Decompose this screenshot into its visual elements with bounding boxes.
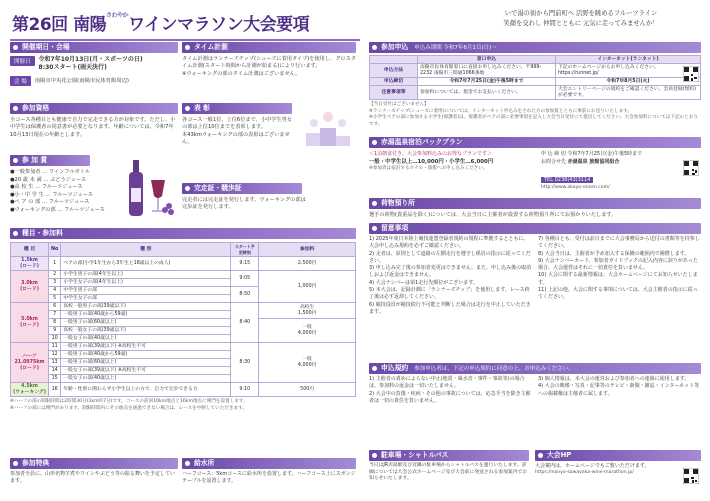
fee-cell: 高校生 1,500円 [259, 303, 356, 319]
apply-deadline: 令和7年7月25日(金)午後5時まで [567, 151, 643, 157]
contact-name: 赤湯温泉 旅館協同組合 [567, 159, 620, 165]
section-events [10, 228, 356, 412]
shuttle-text: 当日はJR赤湯駅及び近隣の駐車場からシャトルバスを運行いたします。詳細については大会公式ホームページ及び大会前に発送される参加案内でお知らせいたします。 [369, 463, 528, 482]
section-date-venue [10, 42, 178, 86]
page-title [12, 10, 309, 35]
number-cell: 8 [49, 319, 61, 327]
prize-item: ●高 校 生 … フルーツジュース [10, 184, 83, 191]
notice-item: 11) 上記の他、大会に関する事項については、大会主催者の指示に従ってください。 [538, 287, 698, 301]
section-heading: 完走証・競歩証 [182, 183, 302, 194]
column-header: 種 目 [11, 243, 49, 257]
privacy-item: 1) 主催者の責めによらない中止(地震・風水害・事件・事故等)の場合は、参加料の返金は一切いたしません。 [369, 376, 525, 390]
category-cell: 一般男子の部(40歳から59歳) [61, 311, 231, 319]
number-cell: 6 [49, 303, 61, 311]
privacy-item: 2) 大会中の負傷・疾病・その他の事故については、応急手当を除き主催者は一切の責任を負いません。 [369, 390, 531, 404]
column-header: インターネット(ランネット) [556, 56, 701, 64]
notice-item: 1) 2025年度日本陸上競技連盟登録者規約の規程に準拠するとともに、大会申し込み規約を必ずご確認ください。 [369, 236, 529, 250]
table-cell: 大会エントリーページの規約をご確認ください。会員登録(無料)が必要です。 [556, 86, 701, 100]
qr-code-icon[interactable] [683, 160, 699, 176]
start-time: 8:30スタート(雨天決行) [38, 64, 107, 71]
number-cell: 16 [49, 383, 61, 397]
section-privacy [369, 363, 701, 405]
entry-note: ※小学生ペアの部に参加する小学生(保護者)は、保護者がペアの部に必要事項を記入し大会当日受付にて提出してください。大会参加料については下記のとおりです。 [369, 115, 698, 127]
date-tag: 開催日 [10, 56, 35, 66]
table-row [11, 343, 356, 351]
fee-cell: 500円 [259, 383, 356, 397]
course-cell: 4.5km (ウォーキング) [11, 383, 49, 397]
category-cell: 高校一般女子の部(39歳以下) [61, 327, 231, 335]
time-cell: 8:30 [231, 343, 259, 383]
row-header: 注意事項等 [370, 86, 418, 100]
podium-illustration [300, 108, 356, 148]
section-heading: 参加特典 [10, 458, 178, 469]
events-note: ※ハーフの部の制限時間は2時間30分(1km約7分)です。コースの前回10km地点と16km地点に関門を設置します。 [10, 399, 248, 404]
section-heading: 留意事項 [369, 223, 701, 234]
section-heading: 表 彰 [182, 103, 292, 114]
table-row [11, 271, 356, 279]
number-cell: 2 [49, 271, 61, 279]
course-cell: 3.0km (ロード) [11, 271, 49, 303]
table-cell: 南陽市民体育館窓口に直接お申し込みください。〒999-2232 南陽市三間通1066番地 [418, 64, 556, 78]
table-row [11, 303, 356, 311]
notice-item: 7) 各種目とも、受付は前日までに大会事務局から送付の書類等を持参してください。 [538, 236, 700, 250]
prize-item: ●20 歳 未 満 … ぶどうジュース [10, 176, 87, 183]
notice-item: 9) 大会ナンバーカード、参加者ガイドブックの記入内容に誤りがあった場合、大会運営はそれに一切責任を負いません。 [538, 257, 698, 272]
header [10, 6, 700, 38]
time-cell: 9:10 [231, 383, 259, 397]
number-cell: 15 [49, 375, 61, 383]
table-row [11, 319, 356, 327]
category-cell: 中学生男子の部 [61, 287, 231, 295]
section-heading: 荷物預り所 [369, 198, 701, 209]
notice-item: 4) 大会ナンバーは第1走行先順位がございます。 [369, 279, 478, 286]
fee-cell: 1,000円 [259, 271, 356, 303]
section-timing [182, 42, 356, 78]
time-cell: 9:15 [231, 257, 259, 271]
section-specialties [10, 458, 178, 485]
number-cell: 13 [49, 359, 61, 367]
notice-item: 10) 大会に関する最新情報は、大会ホームページにてお知らせいたします。 [538, 272, 698, 286]
category-cell: 年齢・性別に関わらず小学生以上の方で、自力で完歩できる方 [61, 383, 231, 397]
hp-url[interactable]: https://nanyo-sawayaka-wine-marathon.jp/ [535, 470, 634, 475]
section-heading: 赤湯温泉宿泊パックプラン [369, 137, 701, 148]
section-heading: 参加申込 [381, 43, 409, 51]
category-cell: 小学生男子の部(4年生以上) [61, 271, 231, 279]
table-row [370, 64, 701, 78]
category-cell: 一般女子の部(40歳以上) [61, 335, 231, 343]
slogan-line: いで湯の街から門前町へ 活野を眺めるフルーツライン [504, 10, 658, 17]
number-cell: 9 [49, 327, 61, 335]
privacy-item: 4) 大会の映像・写真・記事等のテレビ・新聞・雑誌・インターネット等への掲載権は主催者に属します。 [538, 383, 700, 397]
category-cell: 一般男子の部(60歳以上) [61, 319, 231, 327]
hotsprings-url[interactable]: http://www.akayu-onsen.com/ [541, 185, 610, 190]
section-heading: 申込規約 [381, 364, 409, 372]
category-cell: 中学生女子の部 [61, 295, 231, 303]
fee-cell: 2,500円 [259, 257, 356, 271]
events-table [10, 242, 356, 397]
section-baggage [369, 198, 701, 219]
table-row [11, 383, 356, 397]
table-cell: 下記のホームページからお申し込みください。https://runnet.jp/ [556, 64, 701, 78]
qr-code-icon[interactable] [683, 468, 699, 484]
row-header: 申込方法 [370, 64, 418, 78]
section-hotsprings [369, 137, 701, 192]
category-cell: 高校一般男子の部(39歳以下) [61, 303, 231, 311]
title-prefix: 第26回 南陽 [12, 15, 107, 35]
slogan-line: 笑顔を交わし 仲間とともに 元気に走ってみませんか！ [503, 20, 659, 27]
hotsprings-price: 一般・中学生以上…10,000円・小学生…6,000円 [369, 159, 494, 165]
section-entry [369, 42, 701, 128]
number-cell: 7 [49, 311, 61, 319]
entry-table [369, 55, 701, 100]
venue-tag: 会 場 [10, 76, 31, 86]
section-heading: 給水所 [182, 458, 356, 469]
entry-period: 申込み期間 令和7年6月1日(日)～ [414, 45, 497, 51]
wine-bottle-illustration [125, 158, 175, 220]
awards-note: 本43kmウォーキングの部の表彰はございません。 [182, 131, 290, 146]
section-notices [369, 223, 701, 316]
category-cell: 一般男子の部(60歳以上) [61, 359, 231, 367]
notice-item: 6) 競技役員が競技続行不可能と判断した場合は走行を中止していただきます。 [369, 301, 531, 315]
timing-note: ※ウォーキングの部のタイム計測はございません。 [182, 70, 301, 77]
section-heading: 駐車場・シャトルバス [369, 450, 529, 461]
prize-item: ●一般参加者 … ワインフルボトル [10, 169, 91, 175]
section-heading: 種目・参加料 [10, 228, 356, 239]
table-cell: 参加料については、現金でお支払いください。 [418, 86, 556, 100]
section-certificate [182, 183, 356, 212]
prize-item: ●ペ ア の 部 … フルーツジュース [10, 199, 90, 206]
time-cell: 9:05 [231, 271, 259, 287]
event-date: 令和7年10月13日(月・スポーツの日) [38, 56, 143, 63]
section-shuttle [369, 450, 529, 483]
timing-text: タイム計測はランナーズチップ(シューズに着用タイプ)を使用し、グロスタイム計測(スタート時間から計測が始まる)により行います。 [182, 56, 356, 70]
section-water [182, 458, 356, 485]
table-row [370, 78, 701, 86]
baggage-text: 選手の荷物(貴重品を除く)については、大会当日に主催者が設置する荷物預り所にてお預かりいたします。 [369, 212, 617, 218]
section-heading: 参加資格 [10, 103, 178, 114]
number-cell: 10 [49, 335, 61, 343]
awards-text: 各コース一般1位、上位6位まで、小中学生男女の部は上位10位までを表彰します。 [182, 117, 292, 131]
time-cell: 8:50 [231, 287, 259, 303]
contact-label: お問合せ先 [541, 159, 567, 165]
section-heading: 大会HP [535, 450, 701, 461]
column-header: スタート予定時刻 [231, 243, 259, 257]
qr-code-icon[interactable] [683, 66, 699, 82]
specialties-text: 参加者全員に、山形名物芋煮やワインやぶどう等の振る舞いを予定しています。 [10, 471, 175, 484]
events-note: ※ハーフの部には関門があります。制限時間内にその地点を通過できない場合は、レースを中断していただきます。 [10, 405, 247, 411]
section-heading: 参 加 賞 [10, 155, 90, 166]
event-venue: 南陽市中央花公園(南陽市民体育館周辺) [34, 78, 129, 84]
category-cell: 小学生女子の部(4年生以上) [61, 279, 231, 287]
water-text: ハーフコース：5kmコースに給水所を設置します。ハーフコース上にスポンジテーブルを設置します。 [182, 471, 356, 484]
course-cell: 1.5km (ロード) [11, 257, 49, 271]
column-header: 窓口申込 [418, 56, 556, 64]
number-cell: 14 [49, 367, 61, 375]
category-cell: 一般男子の部(39歳以下) ※高校生不可 [61, 343, 231, 351]
title-ruby: さわやか [106, 12, 129, 19]
prize-item: ●小・中 学 生 … フルーツジュース [10, 191, 93, 198]
entry-note: 【当日受付はございません】 [369, 102, 429, 107]
section-eligibility [10, 103, 178, 139]
privacy-item: 3) 個人情報は、本大会の運営および参加者への連絡に使用します。 [538, 376, 690, 382]
entry-note: ※ランナーズチップ(シューズに着用)については、インターネット申込みをされた方の参加賞とともに事前にお送りいたします。 [369, 108, 633, 114]
contact-phone: TEL 0238(43)3114 [541, 177, 593, 183]
category-cell: 一般男子の部(40歳から59歳) [61, 351, 231, 359]
number-cell: 1 [49, 257, 61, 271]
privacy-sub: 参加申込者は、下記の申込規約に同意の上、お申込みください。 [414, 366, 574, 372]
number-cell: 3 [49, 279, 61, 287]
table-row [11, 257, 356, 271]
number-cell: 11 [49, 343, 61, 351]
number-cell: 4 [49, 287, 61, 295]
prize-item: ●ウォーキングの部 … フルーツジュース [10, 206, 105, 213]
notice-item: 8) 大会当日は、主催者が予め加入する保険の範囲内で補償します。 [538, 250, 690, 257]
category-cell: 一般女子の部(40歳以上) [61, 375, 231, 383]
table-row [370, 86, 701, 100]
category-cell: ペアの部(小学1年生から3年生と18歳以上の成人) [61, 257, 231, 271]
table-cell: 令和7年7月25日(金)午後5時まで [418, 78, 556, 86]
notice-item: 3) 申し込み完了後の参加者変更はできません。また、申し込み後の取消しおよび返金はできません。 [369, 265, 532, 279]
category-cell: 一般女子の部(39歳以下) ※高校生不可 [61, 367, 231, 375]
row-header: 申込締切 [370, 78, 418, 86]
title-suffix: ワインマラソン大会要項 [128, 15, 310, 35]
column-header: 参加料 [259, 243, 356, 257]
number-cell: 5 [49, 295, 61, 303]
hp-text: 大会案内は、ホームページでもご覧いただけます。 [535, 463, 650, 469]
section-heading: タイム計測 [182, 42, 356, 53]
hotsprings-text: ＜1泊朝食付き、大会参加料込みのお得なプランです＞ [369, 151, 492, 157]
eligibility-text: 全コース各種目とも健康で自力で完走できる方が対象です。ただし、小中学生は保護者の同意書が必要となります。年齢については、令和7年10月13日現在の年齢とします。 [10, 117, 176, 138]
header-divider [10, 39, 360, 41]
certificate-text: 完走者には完走証を発行します。ウォーキングの部は完歩証を発行します。 [182, 197, 306, 211]
notice-item: 5) 本大会は、記録計測に「ランナーズチップ」を使用します。レース終了後は必ず返却してください。 [369, 287, 530, 301]
column-header: No [49, 243, 61, 257]
table-cell: 令和7年8月5日(火) [556, 78, 701, 86]
fee-cell: 一般 4,000円 [259, 319, 356, 343]
course-cell: 5.0km (ロード) [11, 303, 49, 343]
apply-label: 申 込 締 切 [541, 151, 566, 157]
slogan [466, 9, 696, 29]
hotsprings-note: ※参加者は宿泊するホテル・旅館へお申し込みください。 [369, 166, 488, 171]
time-cell: 8:40 [231, 303, 259, 343]
number-cell: 12 [49, 351, 61, 359]
column-header: 種 別 [61, 243, 231, 257]
section-hp [535, 450, 701, 477]
course-cell: ハーフ 21.0975km (ロード) [11, 343, 49, 383]
fee-cell: 一般 4,000円 [259, 343, 356, 383]
notice-item: 2) 走者は、原則として道路の左側走行を遵守し係員の指示に従ってください。 [369, 250, 531, 264]
section-heading: 開催期日・会場 [10, 42, 178, 53]
